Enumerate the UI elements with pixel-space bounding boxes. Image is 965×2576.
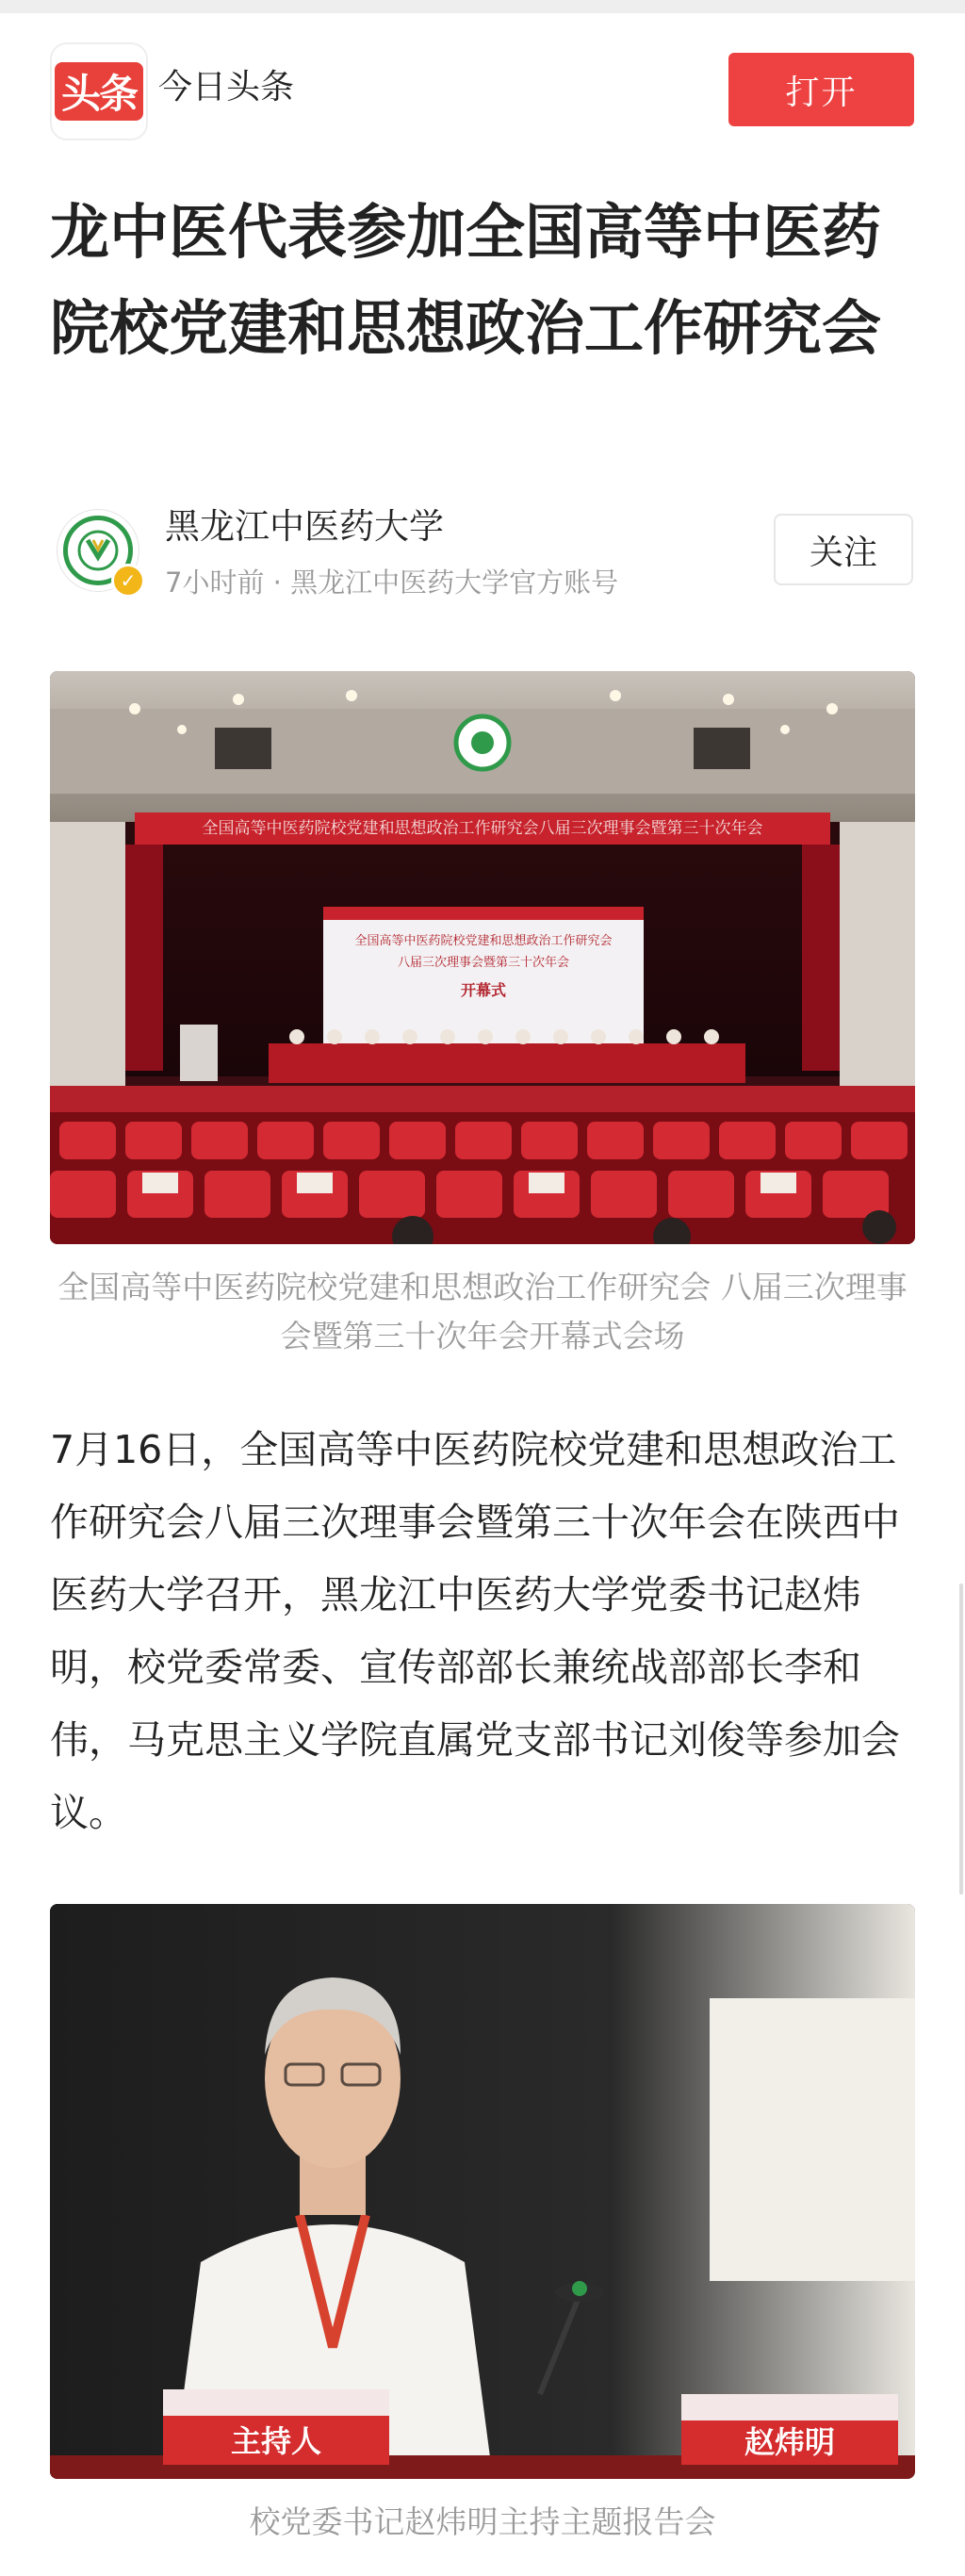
screen-text-line3: 开幕式: [460, 983, 506, 999]
hall-banner-text: 全国高等中医药院校党建和思想政治工作研究会八届三次理事会暨第三十次年会: [202, 819, 763, 837]
author-meta: 7小时前 · 黑龙江中医药大学官方账号: [165, 566, 619, 599]
open-app-button[interactable]: 打开: [728, 53, 914, 126]
photo-1-caption: 全国高等中医药院校党建和思想政治工作研究会 八届三次理事会暨第三十次年会开幕式会场: [57, 1269, 908, 1354]
speaker-illustration: [50, 1904, 915, 2479]
logo-text: 头条: [55, 62, 143, 121]
article-paragraph: 7月16日，全国高等中医药院校党建和思想政治工作研究会八届三次理事会暨第三十次年会在陕西中医药大学召开，黑龙江中医药大学党委书记赵炜明，校党委常委、宣传部部长兼统战部部长李和伟，马克思主义学院直属党支部书记刘俊等参加会议。: [50, 1427, 900, 1835]
speaker-photo[interactable]: [50, 1904, 915, 2479]
conference-hall-photo[interactable]: [50, 671, 915, 1244]
app-name[interactable]: 今日头条: [158, 68, 295, 107]
article-title: 龙中医代表参加全国高等中医药院校党建和思想政治工作研究会: [50, 198, 881, 363]
nameplate-host: 主持人: [230, 2423, 321, 2459]
nameplate-speaker: 赵炜明: [744, 2424, 835, 2460]
verified-badge-icon: ✓: [111, 564, 145, 598]
toutiao-logo-icon[interactable]: [50, 42, 148, 140]
scrollbar[interactable]: [959, 1583, 963, 1895]
follow-button[interactable]: 关注: [774, 514, 913, 585]
screen-text-line2: 八届三次理事会暨第三十次年会: [397, 955, 569, 969]
author-name[interactable]: 黑龙江中医药大学: [165, 506, 444, 547]
screen-text-line1: 全国高等中医药院校党建和思想政治工作研究会: [354, 933, 613, 947]
photo-2-caption: 校党委书记赵炜明主持主题报告会: [249, 2503, 716, 2540]
top-bar: [0, 0, 965, 141]
